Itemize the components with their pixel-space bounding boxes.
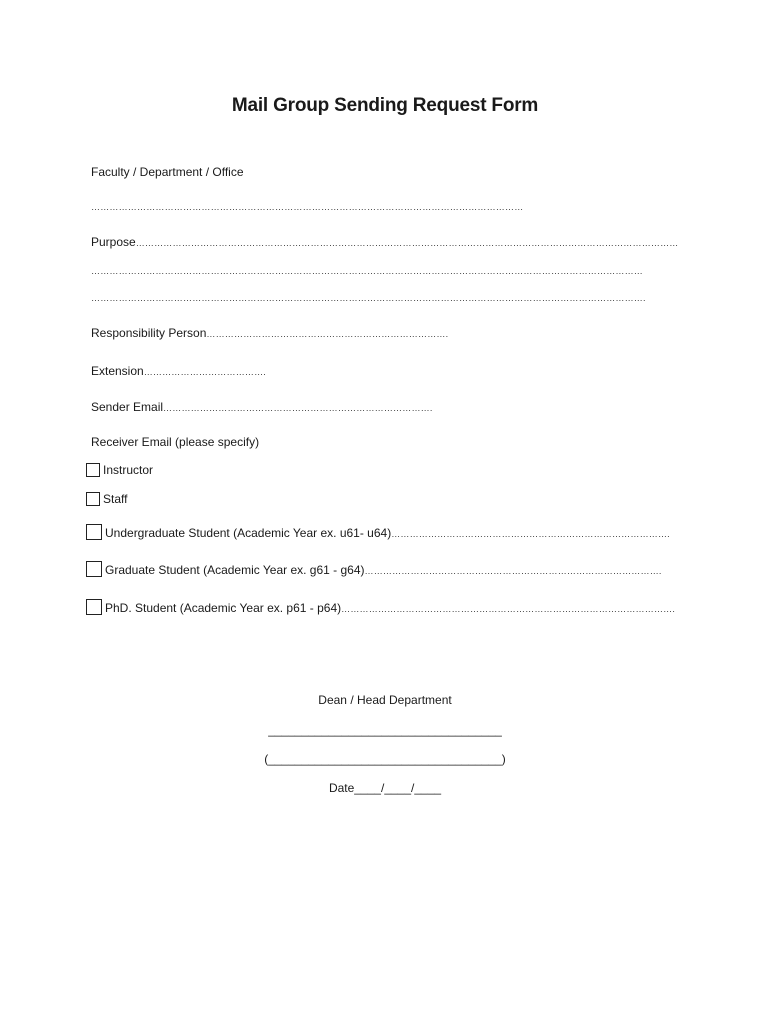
purpose-label: Purpose xyxy=(91,235,136,249)
signature-date-line[interactable]: Date____/____/____ xyxy=(328,781,442,795)
purpose-dots-3: ………………………………………………………………………………………………………………………………………………………………. xyxy=(91,293,646,303)
undergraduate-dots: ………………………………………………………………………………. xyxy=(391,529,670,539)
form-title: Mail Group Sending Request Form xyxy=(231,95,539,116)
responsibility-row[interactable] xyxy=(91,325,448,342)
responsibility-dots: ……………………………………………………………………. xyxy=(206,329,449,339)
purpose-dots-2: ……………………………………………………………………………………………………………………………………………………………… xyxy=(91,266,643,276)
undergraduate-checkbox[interactable] xyxy=(86,524,102,540)
signature-heading: Dean / Head Department xyxy=(318,693,452,707)
signature-line[interactable]: ___________________________________ xyxy=(268,723,502,737)
phd-dots: ………………………………………………………………………………………………. xyxy=(341,604,676,614)
instructor-label: Instructor xyxy=(103,463,154,477)
purpose-dots-1: …………………………………………………………………………………………………………………………………………………………… xyxy=(135,238,679,248)
phd-checkbox[interactable] xyxy=(86,599,102,615)
graduate-label: Graduate Student (Academic Year ex. g61 - g64) xyxy=(105,563,365,577)
checkbox-row-undergraduate[interactable] xyxy=(86,524,670,542)
graduate-dots: ……………………………………………………………………………………. xyxy=(364,566,662,576)
purpose-fill-line-2[interactable] xyxy=(91,262,643,279)
checkbox-row-staff[interactable] xyxy=(86,491,127,508)
sender-row[interactable] xyxy=(91,399,433,416)
checkbox-row-phd[interactable] xyxy=(86,599,675,617)
sender-dots: ……………………………………………………………………………. xyxy=(163,403,433,413)
extension-row[interactable] xyxy=(91,363,266,380)
sender-label: Sender Email xyxy=(91,400,164,414)
purpose-row[interactable] xyxy=(91,234,679,251)
graduate-checkbox[interactable] xyxy=(86,561,102,577)
purpose-fill-line-3[interactable] xyxy=(91,289,646,306)
faculty-dots: …………………………………………………………………………………………………………………………… xyxy=(91,202,524,212)
checkbox-row-instructor[interactable] xyxy=(86,462,153,479)
staff-checkbox[interactable] xyxy=(86,492,100,506)
phd-label: PhD. Student (Academic Year ex. p61 - p64) xyxy=(105,601,342,615)
checkbox-row-graduate[interactable] xyxy=(86,561,662,579)
undergraduate-label: Undergraduate Student (Academic Year ex. u61- u64) xyxy=(105,526,392,540)
instructor-checkbox[interactable] xyxy=(86,463,100,477)
signature-name-line[interactable]: (___________________________________) xyxy=(264,752,506,766)
faculty-fill-line[interactable] xyxy=(91,198,523,215)
staff-label: Staff xyxy=(103,492,128,506)
faculty-label: Faculty / Department / Office xyxy=(91,165,244,179)
extension-label: Extension xyxy=(91,364,144,378)
responsibility-label: Responsibility Person xyxy=(91,326,207,340)
extension-dots: …………………………………. xyxy=(143,367,267,377)
receiver-label: Receiver Email (please specify) xyxy=(91,435,260,449)
